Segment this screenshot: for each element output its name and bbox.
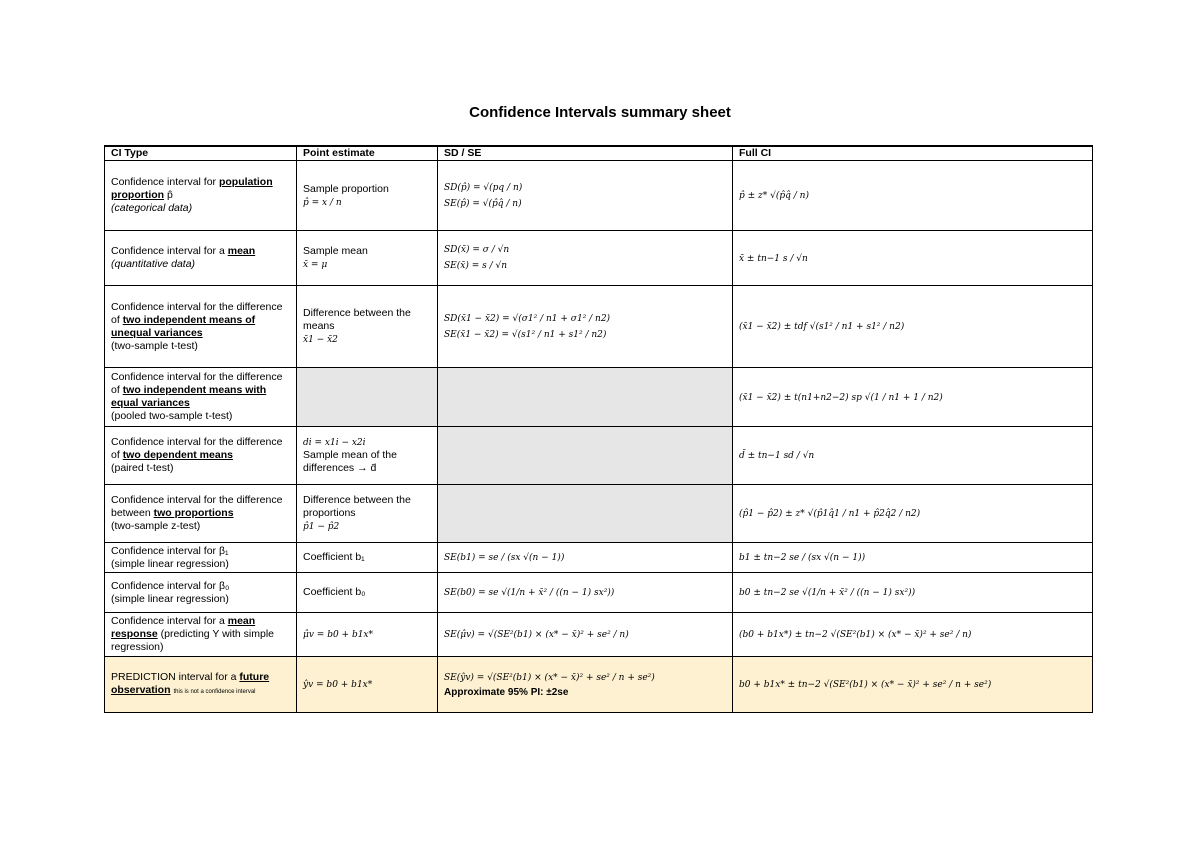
point-estimate-cell: Difference between the means x̄1 − x̄2 [297,286,438,368]
sd-se-cell: SE(b0) = se √(1/n + x̄² / ((n − 1) sx²)) [438,573,733,613]
full-ci-cell: b1 ± tn−2 se / (sx √(n − 1)) [733,543,1093,573]
table-row [105,543,1093,573]
sd-se-cell: SE(μ̂v) = √(SE²(b1) × (x* − x̄)² + se² / n) [438,613,733,657]
full-ci-cell: (p̂1 − p̂2) ± z* √(p̂1q̂1 / n1 + p̂2q̂2 / n2) [733,485,1093,543]
approximate-pi-note: Approximate 95% PI: ±2se [444,686,569,698]
point-estimate-cell: di = x1i − x2i Sample mean of the differences → d̄ [297,427,438,485]
full-ci-cell: (b0 + b1x*) ± tn−2 √(SE²(b1) × (x* − x̄)² + se² / n) [733,613,1093,657]
sd-se-cell-empty [438,368,733,427]
header-sd-se: SD / SE [438,146,733,161]
ci-type-cell: Confidence interval for the difference between two proportions (two-sample z-test) [105,485,297,543]
table-row [105,427,1093,485]
ci-type-cell: Confidence interval for β₀ (simple linear regression) [105,573,297,613]
ci-type-cell: Confidence interval for the difference of two independent means with equal variances (pooled two-sample t-test) [105,368,297,427]
ci-summary-table [104,145,1093,713]
table-row [105,613,1093,657]
table-row [105,161,1093,231]
sd-se-cell: SE(b1) = se / (sx √(n − 1)) [438,543,733,573]
full-ci-cell: b0 ± tn−2 se √(1/n + x̄² / ((n − 1) sx²)) [733,573,1093,613]
point-estimate-cell: μ̂v = b0 + b1x* [297,613,438,657]
sd-se-cell: SD(x̄1 − x̄2) = √(σ1² / n1 + σ1² / n2) SE(x̄1 − x̄2) = √(s1² / n1 + s1² / n2) [438,286,733,368]
header-ci-type: CI Type [105,146,297,161]
ci-type-cell: Confidence interval for the difference of two dependent means (paired t-test) [105,427,297,485]
sd-se-cell-empty [438,485,733,543]
point-estimate-cell: Coefficient b₁ [297,543,438,573]
point-estimate-cell: Sample proportion p̂ = x / n [297,161,438,231]
table-row [105,573,1093,613]
full-ci-cell: p̂ ± z* √(p̂q̂ / n) [733,161,1093,231]
ci-type-cell: PREDICTION interval for a future observation this is not a confidence interval [105,657,297,713]
table-row [105,485,1093,543]
sd-se-cell-empty [438,427,733,485]
point-estimate-cell: Sample mean x̄ = μ [297,231,438,286]
full-ci-cell: b0 + b1x* ± tn−2 √(SE²(b1) × (x* − x̄)² + se² / n + se²) [733,657,1093,713]
sd-se-cell: SE(ŷv) = √(SE²(b1) × (x* − x̄)² + se² / n + se²) Approximate 95% PI: ±2se [438,657,733,713]
full-ci-cell: x̄ ± tn−1 s / √n [733,231,1093,286]
ci-type-cell: Confidence interval for a mean response (predicting Y with simple regression) [105,613,297,657]
ci-type-cell: Confidence interval for β₁ (simple linear regression) [105,543,297,573]
page-title: Confidence Intervals summary sheet [469,104,731,121]
header-row [105,146,1093,161]
sd-se-cell: SD(x̄) = σ / √n SE(x̄) = s / √n [438,231,733,286]
point-estimate-cell: ŷv = b0 + b1x* [297,657,438,713]
ci-type-cell: Confidence interval for population proportion p̂ (categorical data) [105,161,297,231]
sd-se-cell: SD(p̂) = √(pq / n) SE(p̂) = √(p̂q̂ / n) [438,161,733,231]
full-ci-cell: (x̄1 − x̄2) ± t(n1+n2−2) sp √(1 / n1 + 1 / n2) [733,368,1093,427]
header-full-ci: Full CI [733,146,1093,161]
table-row [105,368,1093,427]
point-estimate-cell-empty [297,368,438,427]
header-point-estimate: Point estimate [297,146,438,161]
table-row [105,231,1093,286]
point-estimate-cell: Difference between the proportions p̂1 − p̂2 [297,485,438,543]
ci-type-cell: Confidence interval for the difference of two independent means of unequal variances (two-sample t-test) [105,286,297,368]
point-estimate-cell: Coefficient b₀ [297,573,438,613]
full-ci-cell: d̄ ± tn−1 sd / √n [733,427,1093,485]
ci-type-cell: Confidence interval for a mean (quantitative data) [105,231,297,286]
table-row [105,286,1093,368]
table-row-prediction [105,657,1093,713]
full-ci-cell: (x̄1 − x̄2) ± tdf √(s1² / n1 + s1² / n2) [733,286,1093,368]
